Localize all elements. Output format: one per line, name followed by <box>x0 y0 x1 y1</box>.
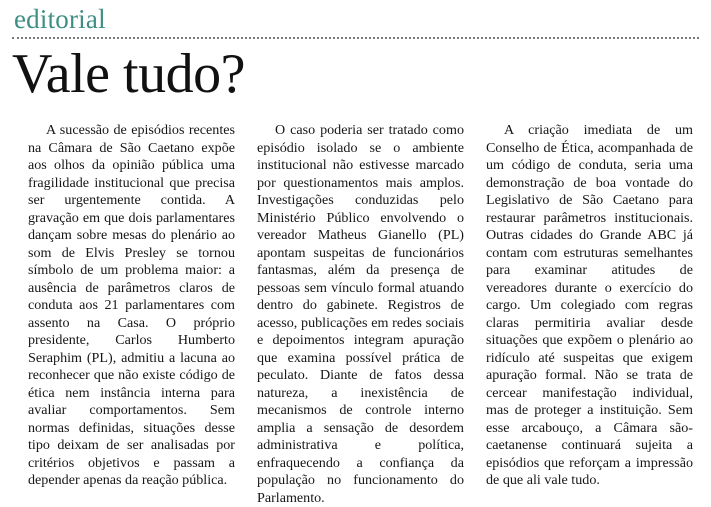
section-label: editorial <box>14 4 106 34</box>
section-divider <box>12 37 699 39</box>
column-2: O caso poderia ser tratado como episódio isolado se o ambiente institucional não estivesse marcado por questionamentos mais amplos. Investigações conduzidas pelo Ministério Público envolvendo o vereador Matheus Gianello (PL) apontam suspeitas de funcionários fantasmas, além da presença de pessoas sem vínculo formal atuando dentro do gabinete. Registros de acesso, publicações em redes sociais e depoimentos integram apuração que examina possível prática de peculato. Diante de fatos dessa natureza, a inexistência de mecanismos de controle interno amplia a sensação de desordem administrativa e política, enfraquecendo a confiança da população no funcionamento do Parlamento. <box>257 122 464 506</box>
headline: Vale tudo? <box>12 43 245 105</box>
column-3: A criação imediata de um Conselho de Ética, acompanhada de um código de conduta, seria uma demonstração de boa vontade do Legislativo de São Caetano para restaurar parâmetros institucionais. Outras cidades do Grande ABC já contam com estruturas semelhantes para examinar atitudes de vereadores durante o exercício do cargo. Um colegiado com regras claras permitiria avaliar desde situações que expõem o plenário ao ridículo até suspeitas que exigem apuração formal. Não se trata de cercear manifestação individual, mas de proteger a instituição. Sem esse arcabouço, a Câmara são-caetanense continuará sujeita a episódios que reforçam a impressão de que ali vale tudo. <box>486 122 693 488</box>
column-1: A sucessão de episódios recentes na Câmara de São Caetano expõe aos olhos da opinião pública uma fragilidade institucional que precisa ser urgentemente contida. A gravação em que dois parlamentares dançam sobre mesas do plenário ao som de Elvis Presley se tornou símbolo de um problema maior: a ausência de parâmetros claros de conduta aos 21 parlamentares com assento na Casa. O próprio presidente, Carlos Humberto Seraphim (PL), admitiu a lacuna ao reconhecer que não existe código de ética nem instância interna para avaliar comportamentos. Sem normas definidas, situações desse tipo deixam de ser analisadas por critérios objetivos e passam a depender apenas da reação pública. <box>28 122 235 488</box>
article-body <box>28 122 701 506</box>
